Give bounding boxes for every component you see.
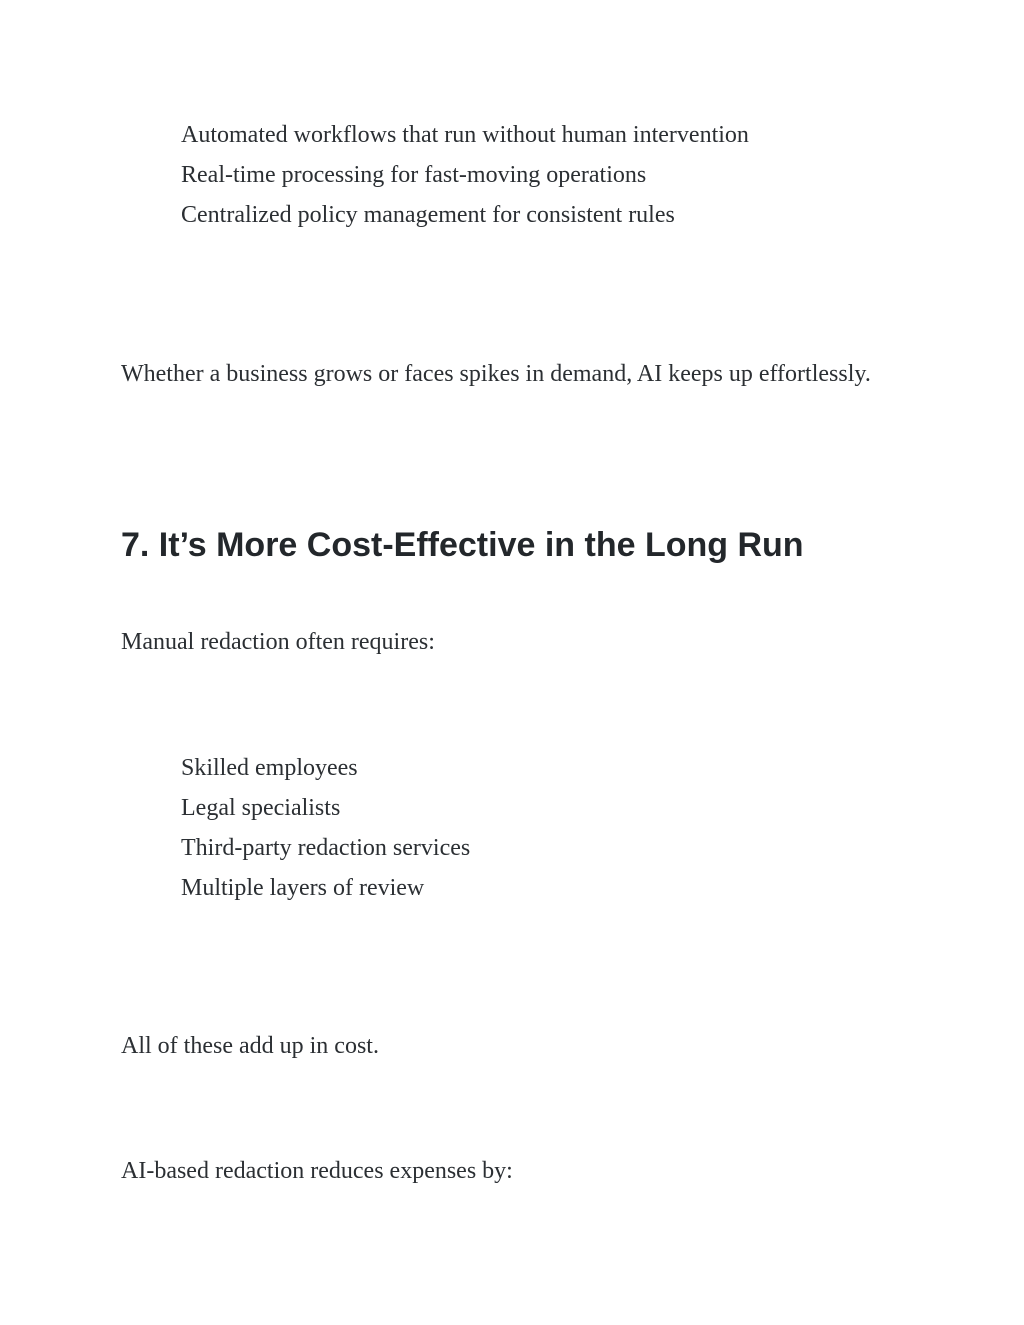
scalability-paragraph: Whether a business grows or faces spikes in demand, AI keeps up effortlessly.	[121, 361, 871, 387]
ai-savings-intro: AI-based redaction reduces expenses by:	[121, 1158, 513, 1184]
list-item: Real-time processing for fast-moving operations	[181, 162, 647, 188]
list-item: Centralized policy management for consistent rules	[181, 202, 675, 228]
manual-redaction-intro: Manual redaction often requires:	[121, 629, 435, 655]
list-item: Skilled employees	[181, 755, 358, 781]
list-item: Multiple layers of review	[181, 875, 425, 901]
list-item: Third-party redaction services	[181, 835, 471, 861]
scalability-feature-list	[181, 115, 749, 235]
list-item: Legal specialists	[181, 795, 341, 821]
section-heading: 7. It’s More Cost-Effective in the Long Run	[121, 526, 804, 564]
manual-redaction-requirements-list	[181, 748, 470, 908]
cost-note-paragraph: All of these add up in cost.	[121, 1033, 379, 1059]
list-item: Automated workflows that run without human intervention	[181, 122, 749, 148]
